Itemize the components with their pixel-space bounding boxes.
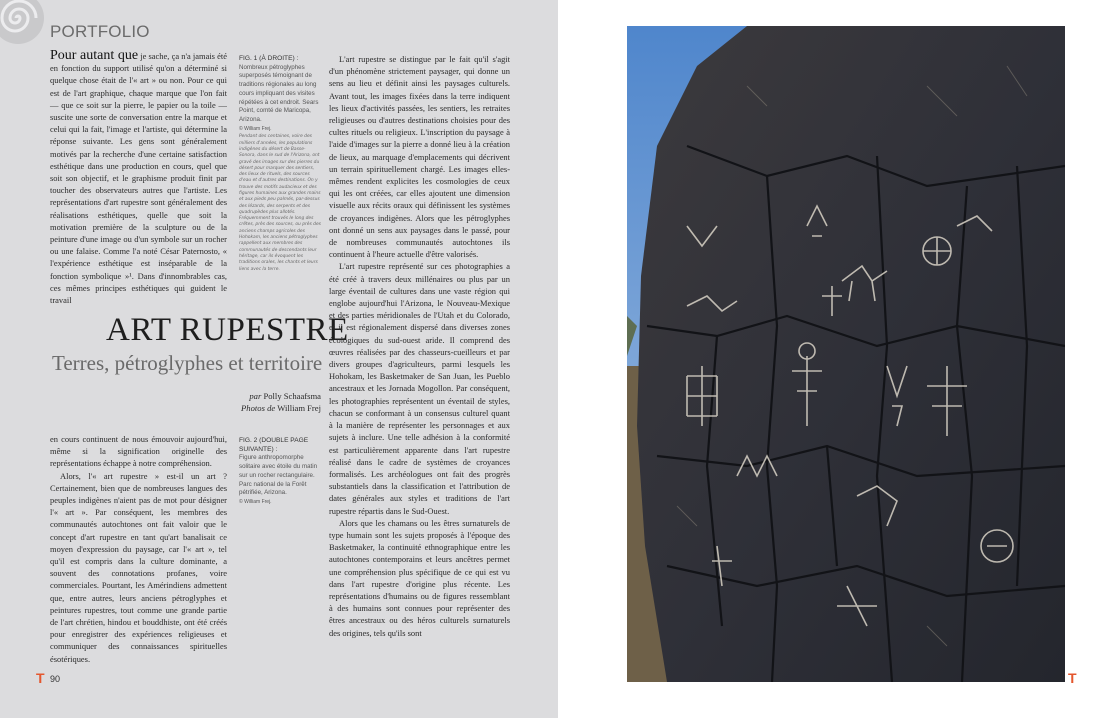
- figure-1-credit: © William Frej.: [239, 125, 272, 132]
- figure-2-credit: © William Frej.: [239, 498, 272, 505]
- petroglyph-rock-illustration: [627, 26, 1065, 682]
- paragraph: je sache, ça n'a jamais été en fonction du support utilisé qu'on a déterminé si quelque chose était de l'« art » ou non. Pour ce qui est de l'art graphique, chaque marque que l'on fait — que ce soit sur la pierre, le papier ou la toile — suscite une sorte de conversation entre la marque et celui qui la fait, l'image et l'artiste, qui détermine la réponse suivante. Les gens sont généralement motivés par la recherche d'une certaine satisfaction esthétique dans une production en cours, quel que soit son objectif, et le graphisme produit finit par toucher des observateurs autres que l'artiste. Les représentations d'art rupestre sont généralement des réalisations esthétiques, quelle que soit la motivation première de la sculpture ou de la peinture d'une image ou d'un symbole sur un rocher ou une falaise. Comme l'a noté César Paternosto, « l'expérience esthétique est inséparable de la fonction symbolique »¹. Dans d'innombrables cas, ces mêmes principes esthétiques qui guident le travail: [50, 51, 227, 306]
- figure-2-text: Figure anthropomorphe solitaire avec étoile du matin sur un rocher rectangulaire. Parc national de la Forêt pétrifiée, Arizona.: [239, 454, 318, 497]
- magazine-logo-icon: T: [1068, 670, 1077, 686]
- article-subtitle: Terres, pétroglyphes et territoire: [52, 351, 323, 375]
- author-name: Polly Schaafsma: [263, 391, 321, 401]
- spiral-icon: [0, 0, 48, 52]
- paragraph: L'art rupestre se distingue par le fait qu'il s'agit d'un phénomène strictement paysager, qui donne un sens au lieu et définit ainsi les paysages culturels. Avant tout, les images fixées dans la terre indiquent les lieux d'activités passées, les sentiers, les retraites religieuses ou d'autres destinations choisies pour des cultes rituels ou religieux. L'inscription du paysage à l'aide d'images sur la pierre a donné lieu à la création de lieux, au marquage d'emplacements qui décrivent un terrain spirituellement chargé. Les images elles-mêmes rendent explicites les cosmologies de ceux qui les ont créées, car elles ajoutent une dimension visuelle aux récits oraux qui définissent les systèmes de croyances indigènes. Alors que les pétroglyphes ont donné un sens aux paysages dans le passé, pour de nombreuses communautés autochtones ils continuent à l'heure actuelle d'être valorisés.: [329, 54, 510, 260]
- page-number: 90: [50, 674, 61, 684]
- photographer-name: William Frej: [277, 403, 321, 413]
- figure-1-text: Nombreux pétroglyphes superposés témoignant de traditions régionales au long cours impliquant des visites répétées à cet endroit. Sears Point, comté de Maricopa, Arizona.: [239, 63, 319, 123]
- paragraph: Alors, l'« art rupestre » est-il un art ? Certainement, bien que de nombreuses langues des peuples indigènes n'aient pas de mot pour désigner l'« art ». Par conséquent, les membres des communautés autochtones ont fait valoir que le concept d'art rupestre en tant qu'art banalisait ce moyen d'expression du paysage, car l'« art », tel qu'il est compris dans la culture dominante, a souvent des connotations profanes, voire commerciales. Pourtant, les Amérindiens admettent que, entre autres, leurs anciens pétroglyphes et peintures rupestres, tout comme une grande partie de l'art chrétien, hindou et bouddhiste, ont été créés pour enregistrer des expériences religieuses et communiquer des connaissances spirituelles ésotériques.: [50, 470, 227, 664]
- section-header: PORTFOLIO: [50, 22, 150, 41]
- lead-in: Pour autant que: [50, 48, 139, 63]
- petroglyph-photo: [627, 26, 1065, 682]
- text-column-2: [50, 433, 227, 665]
- figure-2-caption: [239, 437, 321, 507]
- paragraph: en cours continuent de nous émouvoir aujourd'hui, même si la signification originelle des représentations échappe à notre compréhension.: [50, 434, 227, 469]
- figure-1-note: Pendant des centaines, voire des milliers d'années, les populations indigènes du désert de Basse-Sonora, dans le sud de l'Arizona, ont gravé des images sur des pierres du désert pour marquer des sentiers, des lieux de rituels, des sources d'eau et d'autres destinations. On y trouve des motifs audacieux et des figures humaines aux grandes mains et aux pieds peu palmés, par-dessus des lézards, des serpents et des quadrupèdes plus allotés. Fréquemment trouvés le long des crêtes, près des sources, ou près des anciens champs agricoles des Hohokam, les anciens pétroglyphes rappellent aux membres des communautés de descendants leur héritage, car ils évoquent les traditions orales, les chants et leurs liens avec la terre.: [239, 134, 321, 272]
- by-prefix: par: [249, 391, 262, 401]
- byline: [200, 390, 321, 414]
- magazine-logo-icon: T: [36, 670, 45, 686]
- text-column-3: [329, 53, 510, 639]
- figure-2-label: FIG. 2 (DOUBLE PAGE SUIVANTE) :: [239, 437, 309, 453]
- figure-1-caption: [239, 55, 321, 273]
- paragraph: Alors que les chamans ou les êtres surnaturels de type humain sont les sujets proposés à l'époque des Basketmaker, la continuité ethnographique entre les autochtones contemporains et leurs ancêtres permet une compréhension plus spécifique de ce qui est vu dans l'art rupestre d'origine plus récente. Les représentations d'humains ou de figures ressemblant à des humains sont connues pour représenter des êtres ancestraux ou des héros culturels surnaturels des origines, tels qu'ils sont: [329, 517, 510, 638]
- paragraph: L'art rupestre représenté sur ces photographies a été créé à travers deux millénaires ou plus par un large éventail de cultures dans une vaste région qui englobe aujourd'hui l'Arizona, le Nouveau-Mexique et des parties méridionales de l'Utah et du Colorado, et il est régionalement dispersé dans diverses zones écologiques du sud-ouest aride. Il comprend des œuvres réalisées par des chasseurs-cueilleurs et par divers groupes d'agriculteurs, parmi lesquels les Hohokam, les Basketmaker de San Juan, les Pueblo ancestraux et les Jornada Mogollon. Par conséquent, les photographies représentent un éventail de styles, chacun se conformant à un consensus culturel quant à la manière de représenter les personnages et aux sujets à inclure. Une telle adhésion à la conformité est particulièrement apparente dans l'art rupestre réalisé dans le cadre de systèmes de croyances formalisés. Les archéologues ont fait des progrès substantiels dans la classification et l'attribution de dates générales aux styles et traditions de l'art rupestre répartis dans le Sud-Ouest.: [329, 261, 510, 516]
- photos-prefix: Photos de: [241, 403, 276, 413]
- article-title: ART RUPESTRE: [106, 312, 349, 348]
- figure-1-label: FIG. 1 (À DROITE) :: [239, 55, 299, 62]
- text-column-1: [50, 50, 227, 306]
